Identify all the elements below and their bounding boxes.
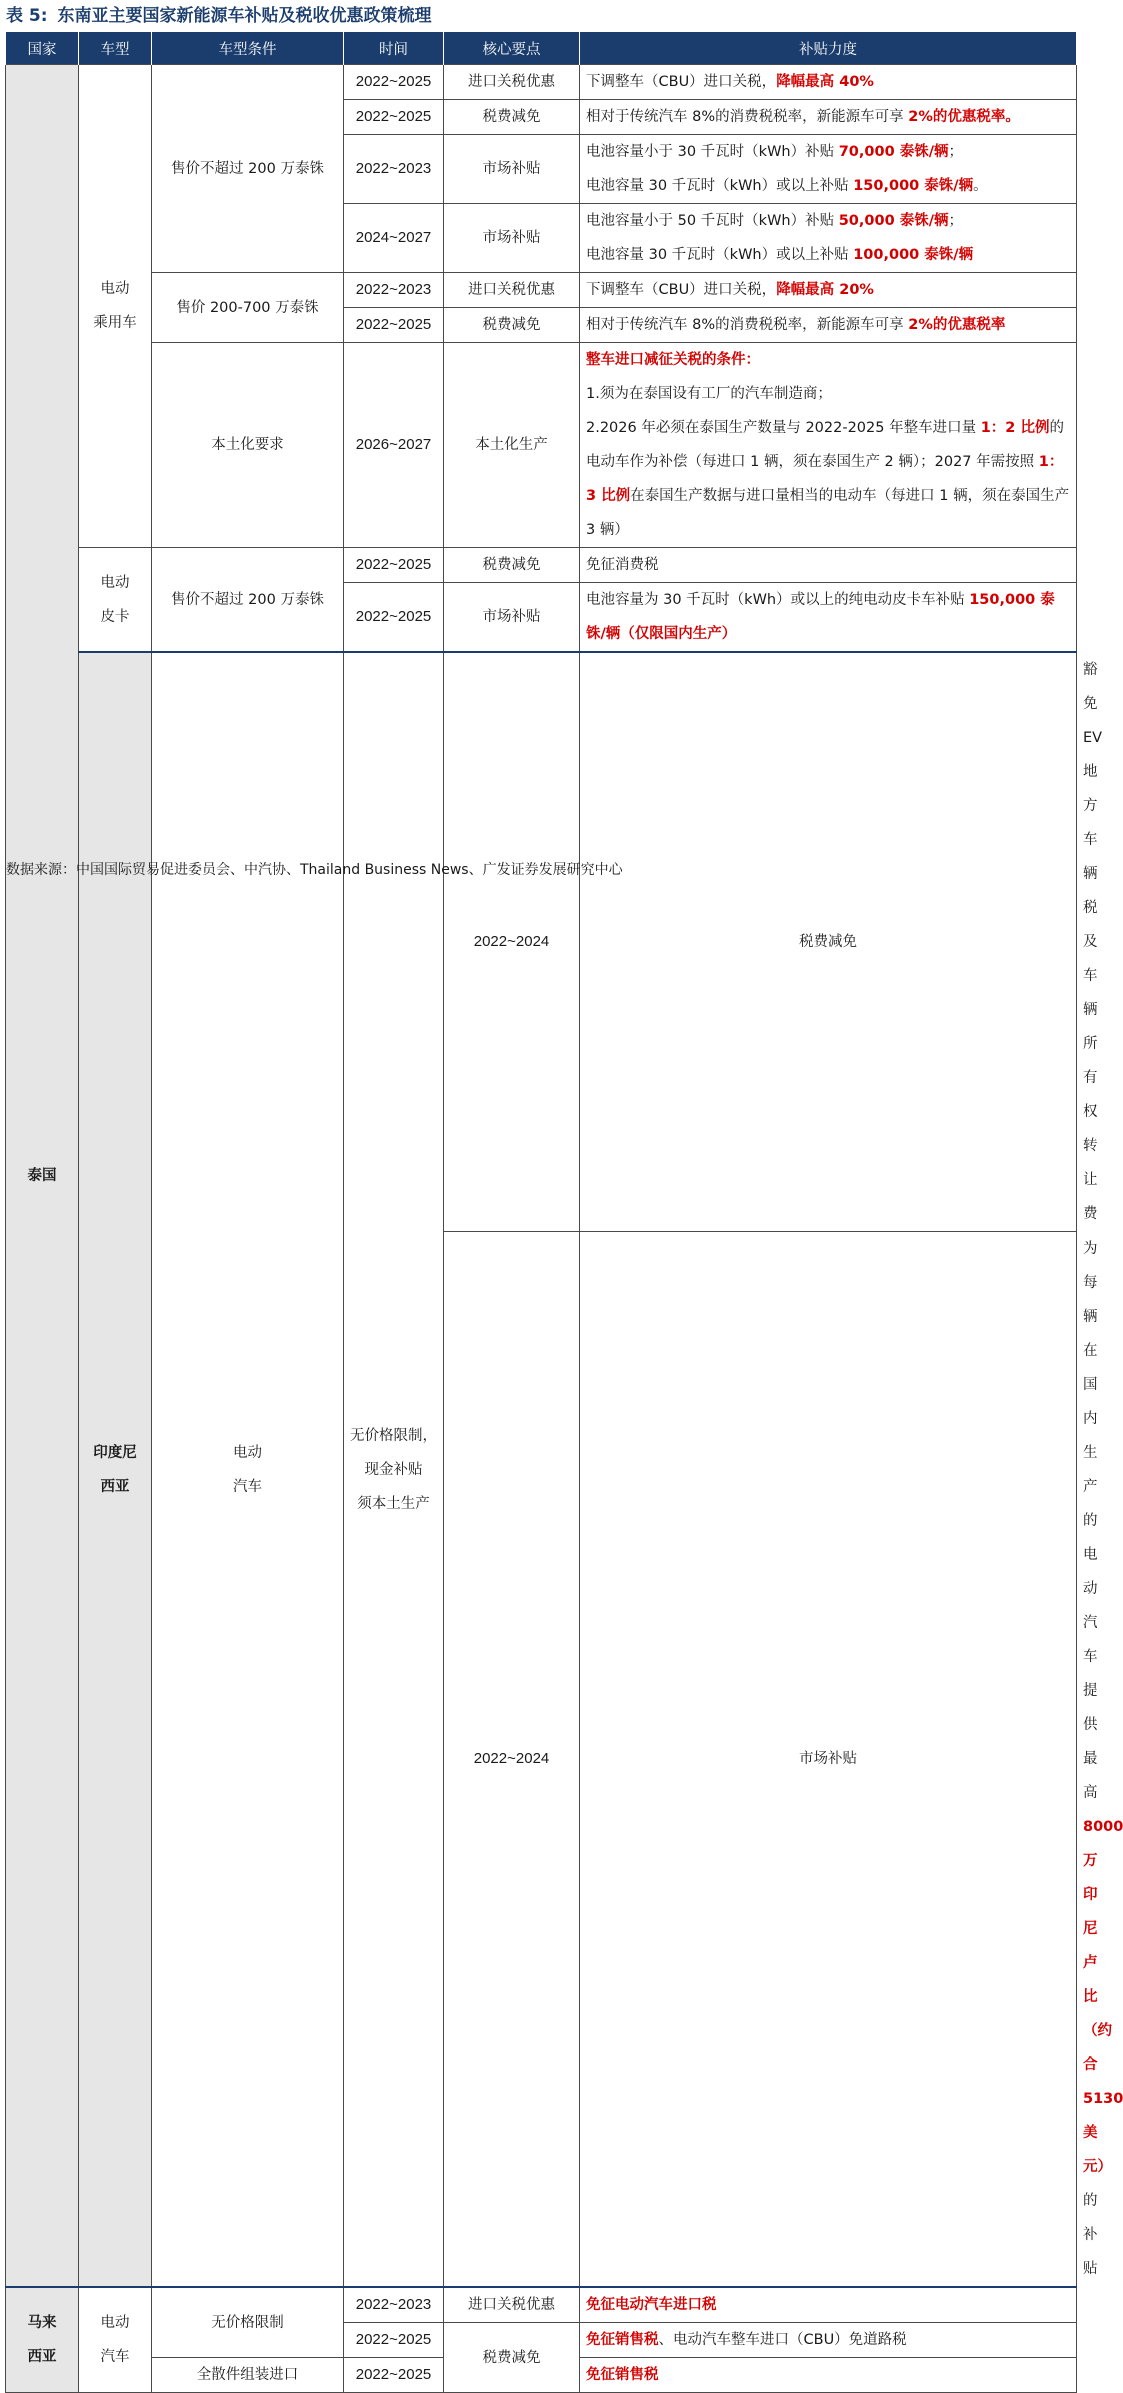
subsidy-cell: 电池容量为 30 千瓦时（kWh）或以上的纯电动皮卡车补贴 150,000 泰铢/辆（仅限国内生产） bbox=[580, 583, 1077, 653]
key-point-cell: 市场补贴 bbox=[444, 135, 580, 204]
car-type-cell: 电动 汽车 bbox=[79, 2287, 152, 2393]
subsidy-cell: 电池容量小于 50 千瓦时（kWh）补贴 50,000 泰铢/辆； 电池容量 30 千瓦时（kWh）或以上补贴 100,000 泰铢/辆 bbox=[580, 204, 1077, 273]
key-point-cell: 市场补贴 bbox=[444, 583, 580, 653]
subsidy-cell: 免征消费税 bbox=[580, 548, 1077, 583]
key-point-cell: 本土化生产 bbox=[444, 343, 580, 548]
table-row bbox=[6, 343, 1077, 548]
key-point-cell: 进口关税优惠 bbox=[444, 65, 580, 100]
time-cell: 2022~2025 bbox=[344, 100, 444, 135]
key-point-cell: 进口关税优惠 bbox=[444, 273, 580, 308]
header-condition: 车型条件 bbox=[152, 32, 344, 65]
country-cell: 马来 西亚 bbox=[6, 2287, 79, 2393]
time-cell: 2022~2024 bbox=[444, 1232, 580, 2288]
car-type-cell: 电动 汽车 bbox=[152, 652, 344, 2287]
time-cell: 2022~2025 bbox=[344, 308, 444, 343]
key-point-cell: 税费减免 bbox=[444, 308, 580, 343]
subsidy-cell: 相对于传统汽车 8%的消费税税率，新能源车可享 2%的优惠税率 bbox=[580, 308, 1077, 343]
subsidy-cell: 相对于传统汽车 8%的消费税税率，新能源车可享 2%的优惠税率。 bbox=[580, 100, 1077, 135]
table-row bbox=[6, 548, 1077, 583]
header-subsidy: 补贴力度 bbox=[580, 32, 1077, 65]
key-point-cell: 市场补贴 bbox=[580, 1232, 1077, 2288]
table-row: 印度尼 西亚 电动 汽车 无价格限制，现金补贴 须本土生产 2022~2024 税费减免 豁免 EV 地方车辆税及车辆所有权转让费 bbox=[6, 652, 1077, 1232]
time-cell: 2022~2025 bbox=[344, 583, 444, 653]
header-country: 国家 bbox=[6, 32, 79, 65]
subsidy-cell: 整车进口减征关税的条件： 1.须为在泰国设有工厂的汽车制造商； 2.2026 年必须在泰国生产数量与 2022-2025 年整车进口量 1：2 比例的电动车作为补偿（每进口 1 辆，须在泰国生产 2 辆）；2027 年需按照 1：3 比例在泰国生产数据与进口量相当的电动车（每进口 1 辆，须在泰国生产 3 辆） bbox=[580, 343, 1077, 548]
condition-cell: 售价 200-700 万泰铢 bbox=[152, 273, 344, 343]
time-cell: 2022~2025 bbox=[344, 65, 444, 100]
key-point-cell: 税费减免 bbox=[444, 548, 580, 583]
key-point-cell: 税费减免 bbox=[444, 2323, 580, 2393]
subsidy-cell: 免征销售税 bbox=[580, 2358, 1077, 2393]
time-cell: 2022~2025 bbox=[344, 548, 444, 583]
header-key-point: 核心要点 bbox=[444, 32, 580, 65]
subsidy-cell: 免征电动汽车进口税 bbox=[580, 2287, 1077, 2323]
country-cell: 印度尼 西亚 bbox=[79, 652, 152, 2287]
condition-cell: 售价不超过 200 万泰铢 bbox=[152, 65, 344, 273]
table-title bbox=[6, 2, 432, 30]
table-row bbox=[6, 2287, 1077, 2323]
time-cell: 2024~2027 bbox=[344, 204, 444, 273]
condition-cell: 全散件组装进口 bbox=[152, 2358, 344, 2393]
table-title-text: 东南亚主要国家新能源车补贴及税收优惠政策梳理 bbox=[57, 6, 432, 26]
condition-cell: 无价格限制 bbox=[152, 2287, 344, 2358]
time-cell: 2022~2023 bbox=[344, 135, 444, 204]
table-number: 表 5: bbox=[6, 6, 48, 26]
table-row: 2022~2024 市场补贴 为每辆在国内生产的电动汽车提供最高 8000 万印尼卢比（约合 5130 美元）的补贴 bbox=[6, 1232, 1077, 2288]
condition-cell: 无价格限制，现金补贴 须本土生产 bbox=[344, 652, 444, 2287]
car-type-cell: 电动 皮卡 bbox=[79, 548, 152, 653]
key-point-cell: 税费减免 bbox=[444, 100, 580, 135]
table-row bbox=[6, 273, 1077, 308]
header-time: 时间 bbox=[344, 32, 444, 65]
time-cell: 2022~2025 bbox=[344, 2323, 444, 2358]
policy-table bbox=[5, 32, 1123, 2393]
country-cell: 泰国 bbox=[6, 65, 79, 2288]
time-cell: 2022~2023 bbox=[344, 2287, 444, 2323]
subsidy-cell: 免征销售税、电动汽车整车进口（CBU）免道路税 bbox=[580, 2323, 1077, 2358]
data-source-note: 数据来源：中国国际贸易促进委员会、中汽协、Thailand Business News、广发证券发展研究中心 bbox=[6, 862, 623, 878]
header-row bbox=[6, 32, 1077, 65]
subsidy-cell: 下调整车（CBU）进口关税，降幅最高 40% bbox=[580, 65, 1077, 100]
condition-cell: 本土化要求 bbox=[152, 343, 344, 548]
condition-cell: 售价不超过 200 万泰铢 bbox=[152, 548, 344, 653]
table-row bbox=[6, 65, 1077, 100]
time-cell: 2022~2023 bbox=[344, 273, 444, 308]
header-car-type: 车型 bbox=[79, 32, 152, 65]
subsidy-cell: 下调整车（CBU）进口关税，降幅最高 20% bbox=[580, 273, 1077, 308]
key-point-cell: 市场补贴 bbox=[444, 204, 580, 273]
time-cell: 2026~2027 bbox=[344, 343, 444, 548]
time-cell: 2022~2024 bbox=[444, 652, 580, 1232]
subsidy-cell: 电池容量小于 30 千瓦时（kWh）补贴 70,000 泰铢/辆； 电池容量 30 千瓦时（kWh）或以上补贴 150,000 泰铢/辆。 bbox=[580, 135, 1077, 204]
key-point-cell: 进口关税优惠 bbox=[444, 2287, 580, 2323]
car-type-cell: 电动 乘用车 bbox=[79, 65, 152, 548]
key-point-cell: 税费减免 bbox=[580, 652, 1077, 1232]
time-cell: 2022~2025 bbox=[344, 2358, 444, 2393]
